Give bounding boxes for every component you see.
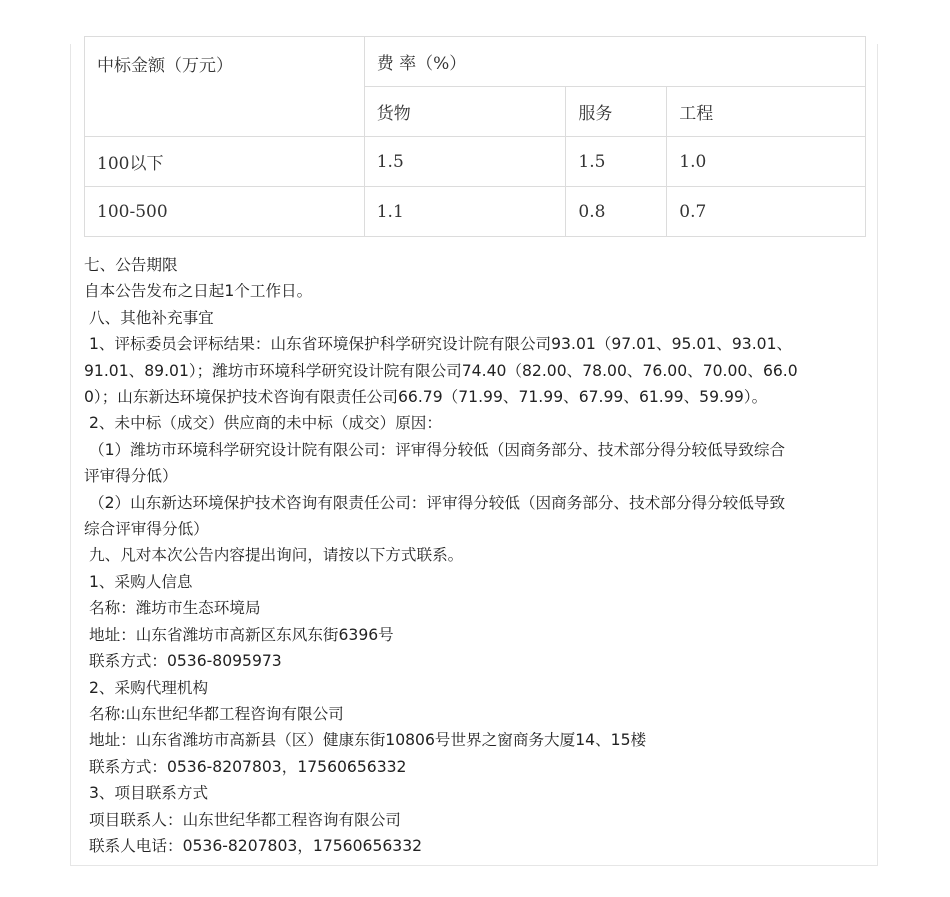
agency-info-heading: 2、采购代理机构: [89, 678, 209, 697]
notice-period-text: 自本公告发布之日起1个工作日。: [84, 282, 313, 301]
table-row: [85, 187, 866, 237]
project-contact-heading: 3、项目联系方式: [89, 784, 209, 803]
cell-engineering: 1.0: [667, 137, 866, 187]
cell-service: 0.8: [566, 187, 667, 237]
unsuccessful-reason-line: 综合评审得分低）: [84, 520, 209, 539]
unsuccessful-reason-line: （1）潍坊市环境科学研究设计院有限公司：评审得分较低（因商务部分、技术部分得分较低导致综合: [89, 440, 786, 459]
cell-range: 100-500: [85, 187, 365, 237]
agency-address: 地址：山东省潍坊市高新县（区）健康东街10806号世界之窗商务大厦14、15楼: [89, 731, 647, 750]
subheader-engineering: 工程: [667, 87, 866, 137]
cell-service: 1.5: [566, 137, 667, 187]
unsuccessful-reason-line: （2）山东新达环境保护技术咨询有限责任公司：评审得分较低（因商务部分、技术部分得分较低导致: [89, 493, 786, 512]
cell-engineering: 0.7: [667, 187, 866, 237]
subheader-service: 服务: [566, 87, 667, 137]
agency-name: 名称:山东世纪华都工程咨询有限公司: [89, 704, 344, 723]
unsuccessful-reason-line: 评审得分低）: [84, 467, 178, 486]
unsuccessful-reason-heading: 2、未中标（成交）供应商的未中标（成交）原因：: [89, 414, 442, 433]
cell-goods: 1.1: [364, 187, 566, 237]
subheader-goods: 货物: [364, 87, 566, 137]
table-row: [85, 137, 866, 187]
purchaser-info-heading: 1、采购人信息: [89, 572, 193, 591]
project-contact-person: 项目联系人：山东世纪华都工程咨询有限公司: [89, 810, 401, 829]
evaluation-result-line: 1、评标委员会评标结果：山东省环境保护科学研究设计院有限公司93.01（97.01、95.01、93.01、: [89, 335, 793, 354]
evaluation-result-line: 0）；山东新达环境保护技术咨询有限责任公司66.79（71.99、71.99、67.99、61.99、59.99）。: [84, 388, 768, 407]
purchaser-phone: 联系方式：0536-8095973: [89, 652, 282, 671]
cell-range: 100以下: [85, 137, 365, 187]
section-heading-contact: 九、凡对本次公告内容提出询问，请按以下方式联系。: [89, 546, 464, 565]
header-amount: 中标金额（万元）: [85, 37, 365, 137]
purchaser-name: 名称：潍坊市生态环境局: [89, 599, 261, 618]
announcement-body: [84, 252, 868, 859]
fee-rate-table: [84, 36, 866, 237]
purchaser-address: 地址：山东省潍坊市高新区东风东街6396号: [89, 625, 394, 644]
section-heading-notice-period: 七、公告期限: [84, 256, 178, 274]
header-rate: 费 率（%）: [364, 37, 865, 87]
section-heading-supplementary: 八、其他补充事宜: [89, 308, 214, 327]
agency-phone: 联系方式：0536-8207803，17560656332: [89, 757, 407, 776]
evaluation-result-line: 91.01、89.01）；潍坊市环境科学研究设计院有限公司74.40（82.00、78.00、76.00、70.00、66.0: [84, 361, 798, 380]
project-contact-phone: 联系人电话：0536-8207803，17560656332: [89, 836, 423, 855]
cell-goods: 1.5: [364, 137, 566, 187]
table-header-row: [85, 37, 866, 87]
